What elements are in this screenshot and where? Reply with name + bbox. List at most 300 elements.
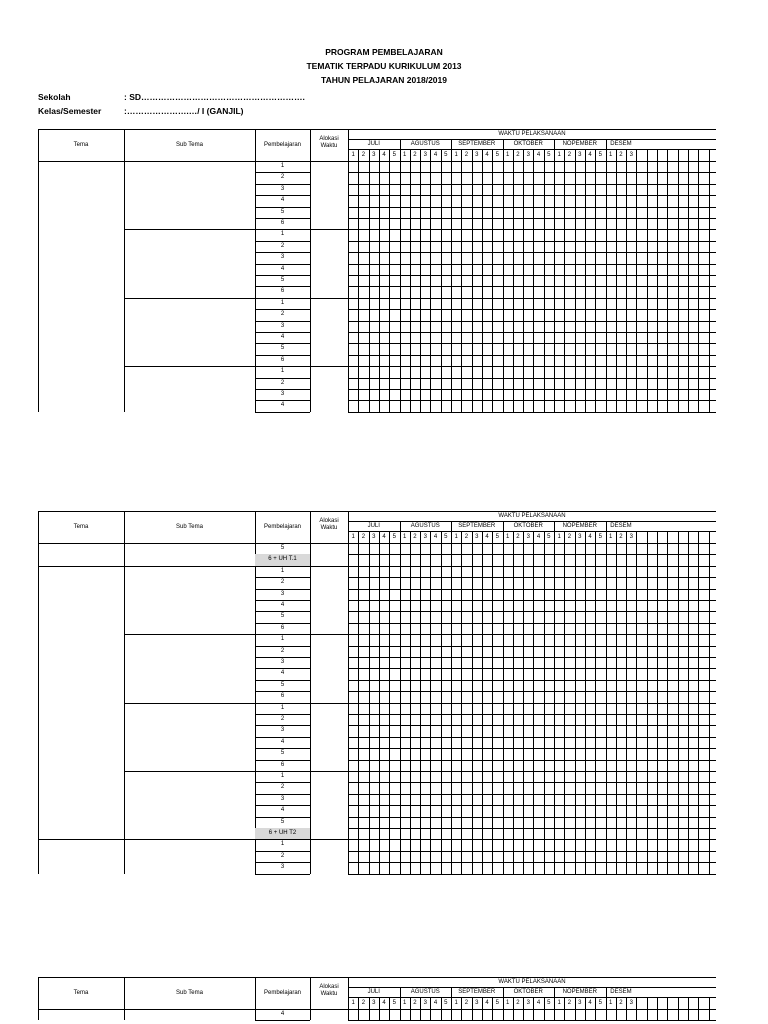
grid-hline [348,218,716,219]
pembelajaran-cell: 3 [280,795,285,802]
month-divider [451,987,452,997]
pembelajaran-cell: 5 [280,208,285,215]
week-header: 2 [567,1000,572,1006]
month-header: SEPTEMBER [458,989,496,995]
pembelajaran-cell: 1 [280,841,285,848]
month-divider [606,987,607,997]
week-header: 3 [475,152,479,158]
pembelajaran-cell: 1 [280,231,285,238]
header-subtema: Sub Tema [176,990,203,996]
grid-hline [348,725,716,726]
pembelajaran-cell: 5 [280,818,285,825]
column-divider [124,129,125,412]
week-header: 1 [402,1000,407,1006]
pembelajaran-cell: 2 [280,784,285,791]
grid-vline [420,149,421,412]
pembelajaran-cell: 1 [280,368,285,375]
subtema-break-line [124,634,348,635]
month-header: DESEM [610,989,632,995]
grid-vline [482,149,483,412]
week-header: 4 [588,1000,592,1006]
grid-vline [379,149,380,412]
grid-vline [461,149,462,412]
grid-vline [688,149,689,412]
week-header: 4 [485,534,489,540]
week-header: 2 [413,1000,417,1006]
pembelajaran-cell: 2 [280,852,285,859]
month-header: OKTOBER [513,989,543,995]
week-header: 3 [423,152,427,158]
week-header: 1 [608,152,613,158]
header-alokasi: Alokasi [319,518,339,524]
column-divider [310,129,311,412]
week-header: 5 [547,534,551,540]
grid-hline [348,851,716,852]
subtema-break-line [124,566,348,567]
month-header: NOPEMBER [562,523,597,529]
grid-hline [348,862,716,863]
time-grid [348,977,716,1020]
grid-vline [606,149,607,412]
grid-vline [492,149,493,412]
grid-hline [348,771,716,772]
week-header: 5 [392,534,396,540]
month-divider [554,521,555,531]
week-header: 1 [351,534,355,540]
month-divider [400,521,401,531]
week-header: 2 [567,152,572,158]
week-header: 5 [495,1000,499,1006]
pembelajaran-cell: 4 [280,807,285,814]
header-alokasi: Alokasi [319,136,339,142]
grid-hline [348,839,716,840]
week-header: 1 [608,1000,613,1006]
pembelajaran-cell: 1 [280,163,285,169]
grid-vline [595,149,596,412]
grid-hline [348,657,716,658]
week-header: 5 [444,152,448,158]
grid-vline [400,149,401,412]
week-header: 5 [444,534,448,540]
schedule-table-2 [38,511,716,874]
month-header: SEPTEMBER [458,141,496,147]
grid-hline [348,600,716,601]
month-divider [503,139,504,149]
pembelajaran-cell: 1 [280,704,285,711]
header-waktu: Waktu [320,525,338,531]
column-divider [124,977,125,1020]
header-pembelajaran: Pembelajaran [263,142,302,148]
sekolah-row [38,91,305,103]
month-divider [503,987,504,997]
header-line [348,997,716,998]
grid-hline [348,611,716,612]
column-divider [310,977,311,1020]
month-header: NOPEMBER [562,989,597,995]
grid-hline [348,748,716,749]
subtema-break-line [124,703,348,704]
header-waktu-pelaksanaan: WAKTU PELAKSANAAN [498,979,566,985]
grid-hline [348,343,716,344]
grid-hline [348,172,716,173]
pembelajaran-cell: 3 [280,185,285,192]
grid-vline [647,149,648,412]
grid-hline [348,714,716,715]
grid-hline [348,355,716,356]
week-header: 2 [619,152,623,158]
week-header: 1 [454,152,458,158]
header-subtema: Sub Tema [176,142,203,148]
header-pembelajaran: Pembelajaran [263,524,302,530]
grid-hline [348,668,716,669]
week-header: 1 [454,534,458,540]
column-divider [348,511,349,874]
week-header: 3 [372,152,376,158]
week-header: 2 [464,534,469,540]
grid-hline [348,400,716,401]
subtema-break-line [124,229,348,230]
grid-hline [348,680,716,681]
header-subtema: Sub Tema [176,524,203,530]
grid-hline [348,332,716,333]
pembelajaran-cell: 1 [280,773,285,779]
pembelajaran-cell: 2 [280,174,285,181]
pembelajaran-cell: 4 [280,738,285,745]
grid-hline [348,378,716,379]
kelas-label: Kelas/Semester [38,106,102,116]
kelas-row [38,105,243,117]
pembelajaran-cell: 5 [280,277,285,283]
schedule-table-3 [38,977,716,1020]
time-grid [348,511,716,874]
month-header: AGUSTUS [410,989,440,995]
week-header: 4 [433,152,438,158]
week-header: 5 [495,534,499,540]
grid-hline [348,760,716,761]
grid-vline [533,149,534,412]
grid-vline [626,149,627,412]
grid-hline [348,566,716,567]
week-header: 1 [454,1000,458,1006]
grid-hline [348,286,716,287]
week-header: 4 [433,534,438,540]
pembelajaran-cell: 4 [280,197,285,204]
grid-hline [348,646,716,647]
week-header: 1 [351,1000,355,1006]
schedule-table-1 [38,129,716,412]
week-header: 2 [567,534,572,540]
week-header: 5 [547,1000,551,1006]
grid-hline [348,321,716,322]
week-header: 2 [361,1000,366,1006]
grid-hline [348,554,716,555]
pembelajaran-cell: 3 [280,864,285,871]
grid-hline [348,229,716,230]
week-header: 4 [536,1000,541,1006]
grid-hline [348,874,716,875]
month-header: JULI [367,523,380,529]
week-header: 3 [578,152,582,158]
row-line [255,1020,310,1021]
week-header: 2 [464,1000,469,1006]
grid-hline [348,309,716,310]
grid-hline [348,634,716,635]
subtema-break-line [124,366,348,367]
week-header: 3 [578,1000,582,1006]
column-divider [348,129,349,412]
week-header: 1 [402,534,407,540]
header-tema: Tema [73,142,89,148]
pembelajaran-cell: 5 [280,681,285,688]
pembelajaran-cell: 1 [280,567,285,574]
grid-vline [554,149,555,412]
week-header: 4 [382,534,386,540]
title-line-3: TAHUN PELAJARAN 2018/2019 [321,75,447,85]
grid-hline [348,782,716,783]
week-header: 3 [423,1000,427,1006]
grid-hline [348,184,716,185]
month-header: AGUSTUS [410,523,440,529]
week-header: 5 [444,1000,448,1006]
header-waktu-pelaksanaan: WAKTU PELAKSANAAN [498,513,566,519]
month-divider [451,139,452,149]
grid-hline [348,298,716,299]
week-header: 5 [547,152,551,158]
pembelajaran-cell: 6 [280,693,285,700]
grid-vline [410,149,411,412]
week-header: 5 [392,152,396,158]
grid-hline [348,366,716,367]
pembelajaran-cell: 6 [280,356,285,363]
week-header: 4 [382,1000,386,1006]
pembelajaran-cell: 3 [280,659,285,665]
pembelajaran-cell: 4 [280,334,285,340]
pembelajaran-cell: 2 [280,242,285,249]
month-divider [554,987,555,997]
grid-hline [348,264,716,265]
pembelajaran-cell: 6 + UH T2 [255,828,310,839]
pembelajaran-cell: 6 [280,624,285,631]
grid-vline [389,149,390,412]
tema-break-line [38,839,124,840]
grid-vline [636,149,637,412]
grid-hline [348,623,716,624]
month-header: JULI [367,989,380,995]
grid-vline [430,149,431,412]
grid-vline [585,149,586,412]
grid-hline [348,805,716,806]
grid-vline [523,149,524,412]
month-divider [451,521,452,531]
pembelajaran-cell: 2 [280,647,285,654]
pembelajaran-cell: 5 [280,613,285,620]
header-waktu-pelaksanaan: WAKTU PELAKSANAAN [498,131,566,137]
header-waktu: Waktu [320,143,338,149]
grid-vline [503,149,504,412]
week-header: 4 [485,152,489,158]
grid-hline [348,275,716,276]
week-header: 1 [402,152,407,158]
week-header: 5 [392,1000,396,1006]
month-header: DESEM [610,141,632,147]
week-header: 3 [372,534,376,540]
week-header: 4 [485,1000,489,1006]
grid-hline [348,252,716,253]
week-header: 4 [536,152,541,158]
grid-vline [472,149,473,412]
grid-hline [348,589,716,590]
pembelajaran-cell: 5 [280,750,285,757]
pembelajaran-cell: 3 [280,254,285,261]
tema-break-line [38,566,124,567]
month-header: OKTOBER [513,141,543,147]
week-header: 4 [433,1000,438,1006]
subtema-break-line [124,839,348,840]
pembelajaran-cell: 6 [280,288,285,295]
grid-hline [348,577,716,578]
week-header: 3 [475,1000,479,1006]
grid-hline [348,817,716,818]
sekolah-label: Sekolah [38,92,71,102]
month-divider [606,521,607,531]
week-header: 2 [413,534,417,540]
pembelajaran-cell: 4 [280,402,285,409]
week-header: 2 [619,1000,623,1006]
subtema-break-line [124,298,348,299]
week-header: 2 [516,534,520,540]
week-header: 1 [505,152,510,158]
header-tema: Tema [73,524,89,530]
month-header: OKTOBER [513,523,543,529]
pembelajaran-cell: 3 [280,322,285,329]
pembelajaran-cell: 4 [280,602,285,608]
week-header: 2 [516,1000,520,1006]
header-waktu: Waktu [320,991,338,997]
month-divider [503,521,504,531]
week-header: 3 [578,534,582,540]
row-line [255,412,310,413]
grid-vline [667,149,668,412]
title-line-1: PROGRAM PEMBELAJARAN [325,47,443,57]
week-header: 3 [526,534,530,540]
time-grid [348,129,716,412]
week-header: 2 [516,152,520,158]
week-header: 4 [588,534,592,540]
pembelajaran-cell: 2 [280,579,285,586]
pembelajaran-cell: 5 [280,545,285,551]
week-header: 2 [619,534,623,540]
grid-hline [348,195,716,196]
sekolah-value: : SD…………………………………………………. [124,92,305,102]
grid-vline [678,149,679,412]
week-header: 1 [557,152,561,158]
week-header: 1 [505,1000,510,1006]
grid-hline [348,794,716,795]
header-line [348,531,716,532]
pembelajaran-cell: 3 [280,727,285,734]
grid-vline [564,149,565,412]
pembelajaran-cell: 2 [280,716,285,722]
week-header: 1 [557,1000,561,1006]
month-divider [400,139,401,149]
week-header: 3 [475,534,479,540]
column-divider [38,129,39,412]
grid-vline [698,149,699,412]
header-alokasi: Alokasi [319,984,339,990]
grid-hline [348,207,716,208]
grid-vline [369,149,370,412]
month-header: DESEM [610,523,632,529]
grid-vline [441,149,442,412]
pembelajaran-cell: 1 [280,299,285,306]
header-pembelajaran: Pembelajaran [263,990,302,996]
grid-hline [348,389,716,390]
grid-vline [616,149,617,412]
pembelajaran-cell: 6 + UH T.1 [255,554,310,565]
month-divider [400,987,401,997]
grid-hline [348,1020,716,1021]
week-header: 5 [598,1000,602,1006]
title-line-2: TEMATIK TERPADU KURIKULUM 2013 [306,61,462,71]
week-header: 1 [505,534,510,540]
grid-vline [709,149,710,412]
week-header: 3 [423,534,427,540]
grid-hline [348,828,716,829]
week-header: 4 [536,534,541,540]
grid-hline [348,412,716,413]
subtema-break-line [124,771,348,772]
week-header: 2 [413,152,417,158]
column-divider [348,977,349,1020]
grid-vline [513,149,514,412]
grid-hline [348,737,716,738]
grid-hline [348,161,716,162]
pembelajaran-cell: 4 [280,265,285,272]
grid-vline [451,149,452,412]
header-line [348,149,716,150]
pembelajaran-cell: 3 [280,590,285,597]
grid-hline [348,1009,716,1010]
month-header: JULI [367,141,380,147]
pembelajaran-cell: 6 [280,220,285,226]
week-header: 1 [351,152,355,158]
grid-vline [575,149,576,412]
header-tema: Tema [73,990,89,996]
grid-hline [348,543,716,544]
week-header: 3 [629,1000,633,1006]
week-header: 3 [629,152,633,158]
month-header: SEPTEMBER [458,523,496,529]
week-header: 2 [361,534,366,540]
week-header: 5 [495,152,499,158]
grid-vline [358,149,359,412]
pembelajaran-cell: 5 [280,345,285,352]
pembelajaran-cell: 2 [280,311,285,318]
month-divider [606,139,607,149]
week-header: 3 [526,152,530,158]
week-header: 5 [598,152,602,158]
week-header: 3 [526,1000,530,1006]
grid-vline [544,149,545,412]
row-line [255,874,310,875]
week-header: 4 [588,152,592,158]
week-header: 3 [372,1000,376,1006]
week-header: 3 [629,534,633,540]
week-header: 2 [464,152,469,158]
month-header: AGUSTUS [410,141,440,147]
week-header: 1 [557,534,561,540]
week-header: 1 [608,534,613,540]
